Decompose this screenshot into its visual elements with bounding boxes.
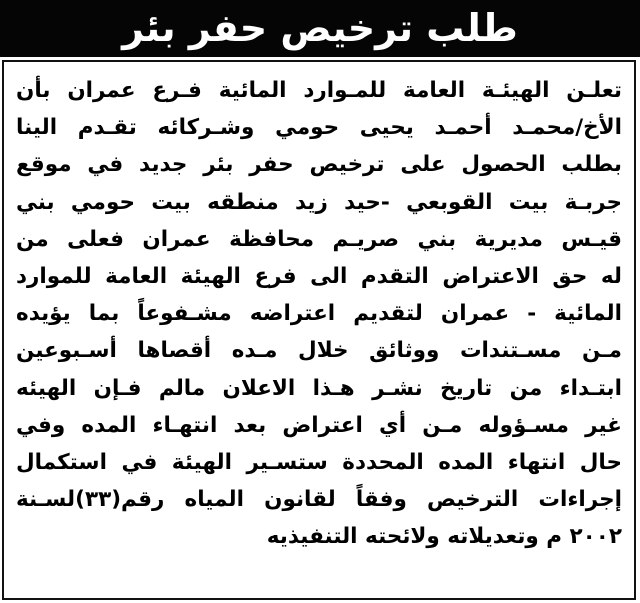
notice-body-frame (2, 60, 636, 600)
notice-body (16, 72, 622, 555)
body-line: ابتـداء من تاريخ نشـر هـذا الاعلان مالم فـإن الهيئه (16, 375, 622, 401)
body-line: ٢٠٠٢ م وتعديلاته ولائحته التنفيذيه (266, 524, 622, 550)
body-line: الأخ/محمـد أحمـد يحيى حومي وشـركائه تقـدم الينا (16, 115, 622, 141)
body-line: تعلـن الهيئـة العامة للمـوارد المائية فـرع عمران بأن (16, 78, 622, 103)
body-line: إجراءات الترخيص وفقاً لقانون المياه رقم(٣٣)لسـنة (16, 487, 622, 513)
body-line: مـن مسـتندات ووثائق خلال مـده أقصاها أسـبوعين (16, 338, 622, 364)
body-line: بطلب الحصول على ترخيص حفر بئر جديد في موقع (16, 152, 622, 178)
body-line: جربـة بيت القوبعي -حيد زيد منطقه بيت حومي بني (16, 189, 622, 215)
body-line: غير مسـؤوله مـن أي اعتراض بعد انتهـاء المده وفي (16, 412, 622, 438)
notice-title: طلب ترخيص حفر بئر (122, 6, 518, 50)
title-bar (0, 0, 640, 57)
body-line: المائية - عمران لتقديم اعتراضه مشـفوعاً بما يؤيده (16, 301, 622, 327)
body-line: حال انتهاء المده المحددة ستسـير الهيئة في استكمال (16, 449, 622, 475)
body-line: قيـس مديرية بني صريـم محافظة عمران فعلى من (16, 226, 622, 252)
body-line: له حق الاعتراض التقدم الى فرع الهيئة العامة للموارد (16, 263, 622, 289)
